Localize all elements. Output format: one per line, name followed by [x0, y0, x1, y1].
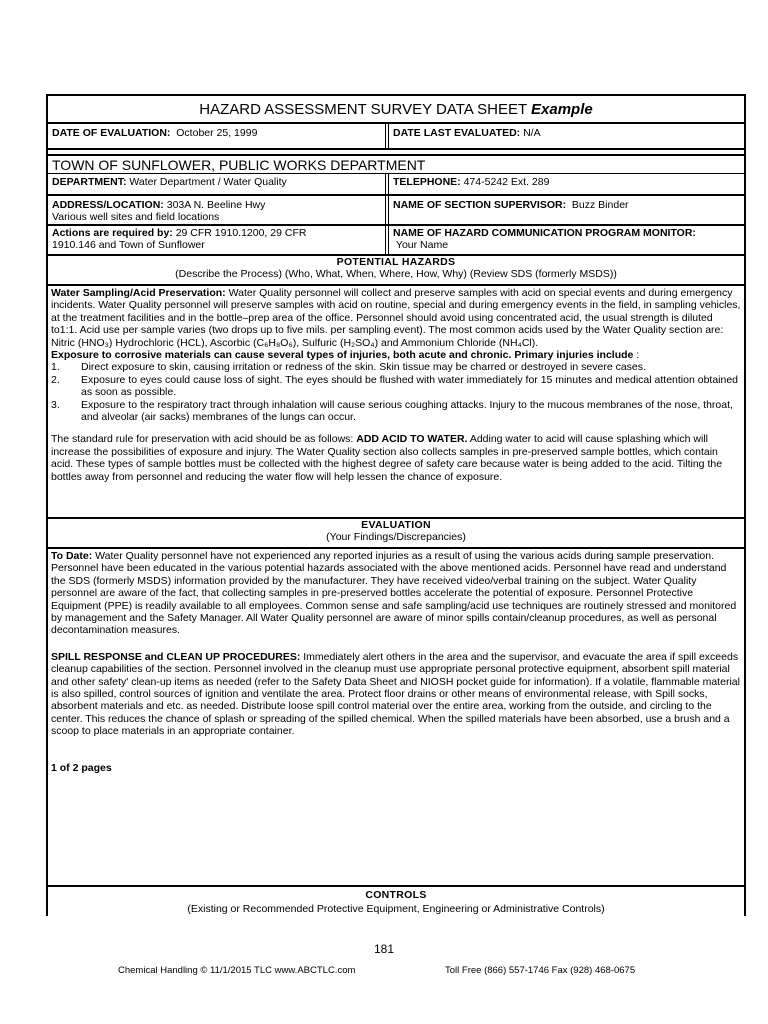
- monitor-label: NAME OF HAZARD COMMUNICATION PROGRAM MONITOR:: [393, 227, 696, 239]
- supervisor-value: Buzz Binder: [571, 199, 629, 211]
- to-date-paragraph: [51, 550, 741, 637]
- list-item-text: Exposure to eyes could cause loss of sight. The eyes should be flushed with water immediately for 15 minutes and medical attention obtained as soon as possible.: [81, 373, 739, 399]
- hazard-assessment-sheet: [46, 94, 746, 916]
- to-date-label: To Date:: [51, 550, 93, 562]
- acid-rule-paragraph: [51, 433, 741, 483]
- water-sampling-text: Water Quality personnel will collect and preserve samples with acid on special events and during emergency incidents. Water Quality personnel will preserve samples with acid on routine, special and during emergency events in the field, in sampling vehicles, at the treatment facilities and in the bottle–prep area of the office. Personnel should avoid using concentrated acid, the usual strength is diluted to1:1. Acid use per sample varies (two drops up to five mils. per sampling event). The most common acids used by the Water Quality section are: Nitric (HNO₃) Hydrochloric (HCL), Ascorbic (C₆H₈O₆), Sulfuric (H₂SO₄) and Ammonium Chloride (NH₄Cl).: [51, 287, 741, 349]
- supervisor-cell: [388, 196, 744, 224]
- actions-line2: 1910.146 and Town of Sunflower: [52, 239, 205, 251]
- date-of-evaluation-label: DATE OF EVALUATION: [52, 127, 167, 139]
- pages-note: 1 of 2 pages: [51, 761, 112, 774]
- evaluation-heading: EVALUATION: [361, 519, 431, 531]
- controls-header: [48, 885, 744, 918]
- list-item: [51, 399, 741, 424]
- list-item-number: 3.: [51, 398, 60, 411]
- department-cell: [48, 174, 386, 194]
- list-item: [51, 374, 741, 399]
- footer-left: Chemical Handling © 11/1/2015 TLC www.ABCTLC.com: [118, 965, 356, 976]
- date-last-evaluated-label: DATE LAST EVALUATED: [393, 127, 517, 139]
- page-number: 181: [373, 942, 395, 956]
- to-date-text: Water Quality personnel have not experienced any reported injuries as a result of using the various acids during sample preservation. Personnel have been educated in the various potential hazards associated with the above mentioned acids. Personnel have read and understand the SDS (formerly MSDS) information provided by the manufacturer. They have received video/verbal training on the subject. Water Quality personnel are aware of the fact, that collecting samples in pre-preserved bottles accelerate the potential of exposure. Personnel Protective Equipment (PPE) is readily available to all employees. Common sense and safe sampling/acid use techniques are routinely stressed and monitored by management and the Safety Manager. All Water Quality personnel are aware of minor spills contain/cleanup procedures, as well as personal decontamination measures.: [51, 550, 737, 637]
- address-label: ADDRESS/LOCATION:: [52, 199, 164, 211]
- exposure-tail: :: [633, 349, 640, 362]
- spill-response-label: SPILL RESPONSE and CLEAN UP PROCEDURES:: [51, 650, 301, 663]
- controls-subheading: (Existing or Recommended Protective Equipment, Engineering or Administrative Controls): [187, 903, 605, 915]
- evaluation-body: [48, 549, 744, 885]
- telephone-label: TELEPHONE:: [393, 176, 461, 188]
- potential-hazards-body: [48, 286, 744, 517]
- telephone-value: 474-5242 Ext. 289: [463, 176, 550, 188]
- department-value: Water Department / Water Quality: [129, 176, 287, 188]
- date-of-evaluation-value: October 25, 1999: [176, 127, 258, 139]
- list-item-text: Exposure to the respiratory tract through inhalation will cause serious coughing attacks. Injury to the mucous membranes of the nose, throat, and alveolar (air sacks) membranes of the lungs can occur.: [81, 398, 733, 424]
- spill-response-paragraph: [51, 651, 741, 738]
- address-line2: Various well sites and field locations: [52, 211, 220, 223]
- address-cell: [48, 196, 386, 224]
- telephone-cell: [388, 174, 744, 194]
- footer-right: Toll Free (866) 557-1746 Fax (928) 468-0675: [445, 965, 636, 976]
- potential-hazards-heading: POTENTIAL HAZARDS: [336, 256, 456, 268]
- water-sampling-label: Water Sampling/Acid Preservation:: [51, 287, 226, 299]
- list-item: [51, 361, 741, 373]
- department-label: DEPARTMENT:: [52, 176, 127, 188]
- address-row: [48, 196, 744, 226]
- water-sampling-paragraph: [51, 287, 741, 349]
- date-of-evaluation-cell: DATE OF EVALUATION: October 25, 1999: [48, 124, 386, 148]
- actions-value: 29 CFR 1910.1200, 29 CFR: [175, 227, 307, 239]
- potential-hazards-subheading: (Describe the Process) (Who, What, When, Where, How, Why) (Review SDS (formerly MSDS)): [175, 268, 617, 280]
- actions-cell: [48, 226, 386, 254]
- evaluation-dates-row: [48, 124, 744, 150]
- list-item-text: Direct exposure to skin, causing irritation or redness of the skin. Skin tissue may be charred or destroyed in severe cases.: [81, 361, 646, 374]
- sheet-title-example: Example: [531, 101, 593, 118]
- supervisor-label: NAME OF SECTION SUPERVISOR:: [393, 199, 567, 211]
- evaluation-subheading: (Your Findings/Discrepancies): [326, 531, 466, 543]
- list-item-number: 1.: [51, 361, 60, 374]
- monitor-value: Your Name: [395, 239, 449, 251]
- town-heading-text: TOWN OF SUNFLOWER, PUBLIC WORKS DEPARTMENT: [52, 157, 426, 173]
- acid-rule-intro: The standard rule for preservation with acid should be as follows:: [51, 433, 357, 446]
- actions-label: Actions are required by:: [52, 227, 173, 239]
- town-heading: [48, 156, 744, 174]
- date-last-evaluated-value: N/A: [523, 127, 541, 139]
- exposure-paragraph: [51, 349, 741, 361]
- controls-heading: CONTROLS: [365, 889, 427, 901]
- list-item-number: 2.: [51, 373, 60, 386]
- date-last-evaluated-cell: DATE LAST EVALUATED: N/A: [388, 124, 744, 148]
- exposure-text: Exposure to corrosive materials can cause several types of injuries, both acute and chronic. Primary injuries include: [51, 349, 634, 362]
- address-value: 303A N. Beeline Hwy: [166, 199, 266, 211]
- sheet-title-text: HAZARD ASSESSMENT SURVEY DATA SHEET: [199, 101, 527, 118]
- monitor-cell: [388, 226, 744, 254]
- sheet-title: [48, 96, 744, 124]
- department-row: [48, 174, 744, 196]
- injury-list: [51, 361, 741, 423]
- evaluation-header: [48, 517, 744, 549]
- acid-rule-text: Adding water to acid will cause splashing which will increase the possibilities of exposure and injury. The Water Quality section also collects samples in pre-preserved sample bottles, which contain acid. These types of sample bottles must be collected with the highest degree of safety care because water is being added to the acid. Tilting the bottles away from personnel and reducing the water flow will help lessen the chance of exposure.: [51, 433, 723, 483]
- acid-rule-emphasis: ADD ACID TO WATER.: [356, 433, 468, 446]
- spill-response-text: Immediately alert others in the area and the supervisor, and evacuate the area if spill exceeds cleanup capabilities of the section. Personnel involved in the cleanup must use appropriate personal protective equipment, absorbent spill material and other safety' clean-up items as needed (refer to the Safety Data Sheet and NIOSH pocket guide for information). If a volatile, flammable material is also spilled, control sources of ignition and ventilate the area. Protect floor drains or other means of environmental release, with Spill socks, absorbent materials and etc. as needed. Distribute loose spill control material over the entire area, working from the outside, and circling to the center. This reduces the chance of splash or spreading of the spilled chemical. When the spilled materials have been absorbed, use a brush and a scoop to place materials in an appropriate container.: [51, 650, 740, 738]
- actions-row: [48, 226, 744, 254]
- potential-hazards-header: [48, 254, 744, 286]
